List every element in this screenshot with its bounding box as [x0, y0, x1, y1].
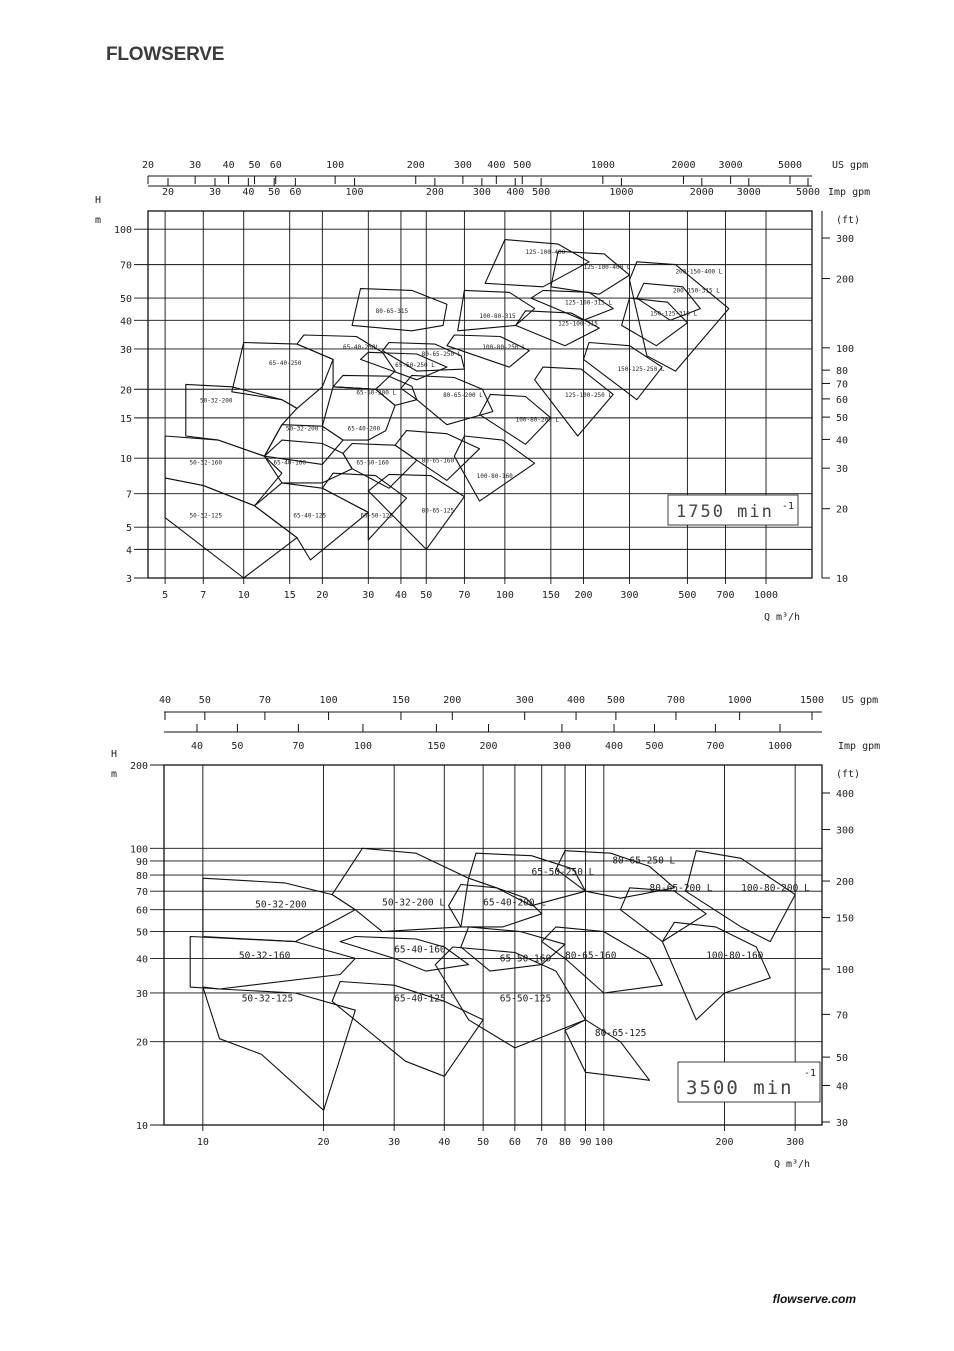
- pump-label: 200-150-400 L: [675, 268, 723, 276]
- pump-label: 80-65-125: [421, 507, 455, 515]
- pump-label: 65-50-160: [499, 953, 552, 965]
- pump-label: 50-32-125: [241, 993, 294, 1005]
- y-tick-label: 3: [125, 574, 132, 585]
- x-tick-label: 40: [394, 590, 407, 601]
- impgpm-tick-label: 70: [292, 741, 305, 752]
- impgpm-unit-label: Imp gpm: [828, 187, 871, 198]
- y-tick-label: 50: [119, 294, 132, 306]
- pump-label: 65-40-125: [394, 993, 446, 1005]
- impgpm-tick-label: 500: [532, 187, 551, 198]
- pump-curve: [686, 851, 796, 942]
- y-tick-label: 10: [119, 454, 132, 466]
- impgpm-tick-label: 150: [427, 741, 446, 752]
- speed-label: 3500 min: [686, 1077, 794, 1099]
- speed-exponent: -1: [804, 1068, 817, 1079]
- x-tick-label: 20: [316, 590, 329, 601]
- y-tick-label: 60: [135, 905, 148, 917]
- usgpm-unit-label: US gpm: [842, 695, 879, 706]
- h-axis-label: H: [94, 195, 102, 206]
- y-tick-label: 20: [135, 1037, 148, 1049]
- usgpm-tick-label: 40: [158, 695, 172, 706]
- h-unit-label: m: [110, 769, 118, 780]
- pump-label: 65-50-200 L: [356, 389, 397, 397]
- y-tick-label: 10: [135, 1121, 148, 1132]
- pump-label: 125-100-250 L: [565, 392, 613, 400]
- pump-label: 80-65-250 L: [421, 350, 462, 358]
- impgpm-tick-label: 30: [208, 187, 222, 198]
- x-tick-label: 100: [594, 1137, 613, 1148]
- ft-tick-label: 50: [836, 413, 849, 425]
- pump-label: 50-32-160: [238, 950, 291, 962]
- x-tick-label: 40: [438, 1137, 451, 1148]
- ft-tick-label: 20: [836, 504, 849, 516]
- pump-label: 125-100-400: [525, 248, 566, 256]
- usgpm-tick-label: 400: [567, 695, 586, 706]
- pump-curve: [186, 384, 297, 456]
- ft-tick-label: 150: [836, 913, 855, 925]
- pump-label: 100-80-315: [479, 312, 516, 320]
- usgpm-tick-label: 1000: [727, 695, 752, 706]
- pump-curve: [165, 478, 297, 578]
- h-unit-label: m: [94, 215, 102, 226]
- pump-label: 50-32-200: [255, 899, 307, 911]
- x-tick-label: 200: [574, 590, 593, 601]
- usgpm-tick-label: 50: [198, 695, 211, 706]
- x-tick-label: 30: [388, 1137, 401, 1148]
- usgpm-tick-label: 200: [406, 160, 425, 171]
- pump-label: 65-50-250 L: [395, 362, 435, 370]
- y-tick-label: 70: [135, 887, 148, 899]
- y-tick-label: 15: [119, 413, 132, 425]
- impgpm-tick-label: 1000: [609, 187, 634, 198]
- usgpm-tick-label: 500: [606, 695, 625, 706]
- impgpm-tick-label: 300: [472, 187, 491, 198]
- pump-label: 200-150-315 L: [672, 287, 720, 295]
- impgpm-tick-label: 20: [161, 187, 175, 198]
- pump-label: 65-40-250: [269, 360, 302, 368]
- ft-tick-label: 200: [836, 877, 855, 889]
- x-tick-label: 5: [162, 590, 169, 601]
- ft-tick-label: 300: [836, 825, 855, 837]
- pump-label: 125-100-400 L: [583, 263, 631, 271]
- impgpm-tick-label: 3000: [736, 187, 761, 198]
- usgpm-tick-label: 2000: [671, 160, 696, 171]
- pump-label: 50-32-200 L: [285, 425, 326, 433]
- ft-unit-label: (ft): [836, 769, 861, 780]
- chart-1750: [95, 160, 870, 623]
- pump-label: 80-65-160: [564, 950, 617, 962]
- usgpm-tick-label: 3000: [718, 160, 743, 171]
- ft-tick-label: 30: [836, 1118, 849, 1129]
- usgpm-tick-label: 100: [326, 160, 345, 171]
- y-tick-label: 30: [135, 988, 148, 1000]
- x-tick-label: 300: [786, 1137, 805, 1148]
- y-tick-label: 50: [135, 927, 148, 939]
- pump-label: 65-50-160: [356, 459, 389, 467]
- impgpm-tick-label: 60: [289, 187, 302, 198]
- ft-tick-label: 400: [836, 789, 855, 800]
- usgpm-tick-label: 200: [443, 695, 462, 706]
- y-tick-label: 40: [135, 954, 148, 966]
- x-tick-label: 50: [477, 1137, 490, 1148]
- pump-label: 65-40-125: [293, 512, 326, 520]
- usgpm-tick-label: 5000: [777, 160, 803, 171]
- pump-label: 100-80-200 L: [515, 416, 560, 424]
- x-tick-label: 150: [541, 590, 560, 601]
- impgpm-tick-label: 200: [479, 741, 498, 752]
- usgpm-tick-label: 60: [269, 160, 282, 171]
- pump-label: 125-100-315 L: [565, 299, 613, 307]
- pump-label: 125-100-315: [558, 320, 598, 328]
- pump-label: 100-80-160: [476, 472, 513, 480]
- impgpm-tick-label: 400: [605, 741, 624, 752]
- ft-tick-label: 60: [836, 394, 849, 406]
- pump-label: 150-125-315 L: [650, 310, 698, 318]
- pump-label: 100-80-200 L: [741, 883, 810, 895]
- y-tick-label: 90: [135, 856, 148, 868]
- impgpm-tick-label: 100: [353, 741, 372, 752]
- pump-curve: [516, 311, 600, 346]
- pump-curve: [165, 436, 282, 506]
- y-tick-label: 70: [119, 260, 132, 272]
- y-tick-label: 30: [119, 344, 132, 356]
- x-tick-label: 15: [283, 590, 296, 601]
- x-tick-label: 30: [362, 590, 375, 601]
- x-tick-label: 60: [508, 1137, 521, 1148]
- x-tick-label: 300: [620, 590, 639, 601]
- pump-label: 80-65-250 L: [612, 855, 676, 867]
- ft-tick-label: 100: [836, 965, 855, 977]
- usgpm-tick-label: 50: [248, 160, 261, 171]
- pump-label: 50-32-125: [189, 512, 223, 520]
- impgpm-tick-label: 700: [706, 741, 725, 752]
- pump-label: 100-80-250 L: [482, 343, 526, 351]
- x-tick-label: 80: [558, 1137, 572, 1148]
- x-tick-label: 1000: [753, 590, 779, 601]
- pump-label: 65-50-125: [499, 993, 552, 1005]
- pump-label: 80-65-200 L: [443, 392, 483, 400]
- usgpm-tick-label: 70: [258, 695, 271, 706]
- logo-text: FLOWSERVE: [106, 44, 225, 65]
- usgpm-tick-label: 1500: [799, 695, 825, 706]
- x-tick-label: 700: [716, 590, 735, 601]
- pump-curve: [622, 298, 688, 346]
- y-tick-label: 20: [119, 385, 132, 397]
- q-axis-label: Q m³/h: [763, 612, 801, 623]
- pump-label: 65-50-125: [360, 512, 394, 520]
- x-tick-label: 70: [535, 1137, 548, 1148]
- y-tick-label: 4: [125, 545, 132, 557]
- x-tick-label: 20: [317, 1137, 330, 1148]
- y-tick-label: 40: [119, 316, 132, 328]
- x-tick-label: 70: [458, 590, 471, 601]
- pump-curve: [395, 431, 480, 481]
- ft-unit-label: (ft): [836, 215, 861, 226]
- x-tick-label: 7: [200, 590, 207, 601]
- pump-label: 100-80-160: [706, 950, 764, 962]
- pump-curve: [662, 922, 770, 1020]
- pump-label: 50-32-160: [189, 459, 223, 467]
- impgpm-tick-label: 50: [231, 741, 244, 752]
- x-tick-label: 100: [495, 590, 514, 601]
- y-tick-label: 200: [129, 761, 148, 772]
- y-tick-label: 5: [125, 523, 132, 535]
- pump-label: 80-65-125: [594, 1027, 647, 1039]
- x-tick-label: 200: [715, 1137, 734, 1148]
- pump-label: 65-40-200: [347, 425, 381, 433]
- ft-tick-label: 300: [836, 234, 855, 245]
- ft-tick-label: 50: [836, 1053, 849, 1065]
- pump-curve: [203, 987, 355, 1110]
- pump-curve: [190, 937, 355, 990]
- h-axis-label: H: [110, 749, 118, 760]
- impgpm-tick-label: 40: [242, 187, 255, 198]
- impgpm-unit-label: Imp gpm: [838, 741, 881, 752]
- ft-tick-label: 100: [836, 343, 855, 355]
- y-tick-label: 80: [135, 871, 148, 883]
- usgpm-tick-label: 300: [515, 695, 534, 706]
- usgpm-tick-label: 20: [141, 160, 155, 171]
- pump-curve: [535, 367, 614, 436]
- usgpm-tick-label: 500: [513, 160, 532, 171]
- usgpm-tick-label: 100: [319, 695, 338, 706]
- pump-curve: [485, 240, 589, 287]
- impgpm-tick-label: 200: [425, 187, 444, 198]
- usgpm-tick-label: 30: [189, 160, 202, 171]
- impgpm-tick-label: 400: [506, 187, 525, 198]
- y-tick-label: 100: [129, 844, 148, 856]
- impgpm-tick-label: 300: [552, 741, 571, 752]
- pump-label: 65-50-250 L: [531, 867, 595, 879]
- impgpm-tick-label: 1000: [767, 741, 793, 752]
- impgpm-tick-label: 500: [645, 741, 664, 752]
- pump-label: 50-32-200 L: [382, 897, 446, 909]
- pump-label: 65-40-200 L: [483, 897, 547, 909]
- pump-label: 80-65-315: [375, 308, 409, 316]
- y-tick-label: 7: [125, 489, 132, 501]
- pump-label: 65-40-250L: [343, 343, 380, 351]
- pump-curve: [454, 436, 534, 501]
- x-tick-label: 10: [237, 590, 250, 601]
- pump-label: 80-65-160: [421, 457, 455, 465]
- y-tick-label: 100: [113, 225, 132, 237]
- impgpm-tick-label: 50: [268, 187, 281, 198]
- usgpm-tick-label: 1000: [590, 160, 615, 171]
- ft-tick-label: 30: [836, 464, 849, 476]
- pump-curve: [255, 483, 369, 560]
- x-tick-label: 500: [678, 590, 697, 601]
- usgpm-tick-label: 400: [487, 160, 506, 171]
- usgpm-tick-label: 700: [666, 695, 685, 706]
- usgpm-tick-label: 40: [222, 160, 235, 171]
- chart-3500: [111, 695, 880, 1170]
- footer-url: flowserve.com: [772, 1292, 856, 1306]
- pump-curve: [551, 251, 630, 294]
- speed-label: 1750 min: [676, 502, 774, 522]
- pump-label: 50-32-200: [199, 397, 233, 405]
- ft-tick-label: 80: [836, 366, 849, 378]
- x-tick-label: 10: [196, 1137, 209, 1148]
- ft-tick-label: 10: [836, 574, 849, 585]
- x-tick-label: 90: [579, 1137, 592, 1148]
- ft-tick-label: 70: [836, 379, 849, 391]
- impgpm-tick-label: 40: [190, 741, 204, 752]
- pump-label: 150-125-250 L: [617, 366, 665, 374]
- impgpm-tick-label: 2000: [689, 187, 714, 198]
- pump-label: 65-40-160: [394, 944, 446, 956]
- usgpm-tick-label: 300: [453, 160, 472, 171]
- ft-tick-label: 40: [836, 1081, 849, 1093]
- ft-tick-label: 40: [836, 435, 849, 447]
- pump-label: 80-65-200 L: [649, 883, 713, 895]
- usgpm-unit-label: US gpm: [832, 160, 869, 171]
- pump-curve: [458, 290, 535, 330]
- usgpm-tick-label: 150: [391, 695, 410, 706]
- ft-tick-label: 70: [836, 1010, 849, 1022]
- x-tick-label: 50: [420, 590, 433, 601]
- impgpm-tick-label: 5000: [795, 187, 821, 198]
- pump-label: 65-40-160: [273, 459, 306, 467]
- speed-exponent: -1: [782, 501, 795, 512]
- ft-tick-label: 200: [836, 274, 855, 286]
- impgpm-tick-label: 100: [345, 187, 364, 198]
- q-axis-label: Q m³/h: [773, 1159, 811, 1170]
